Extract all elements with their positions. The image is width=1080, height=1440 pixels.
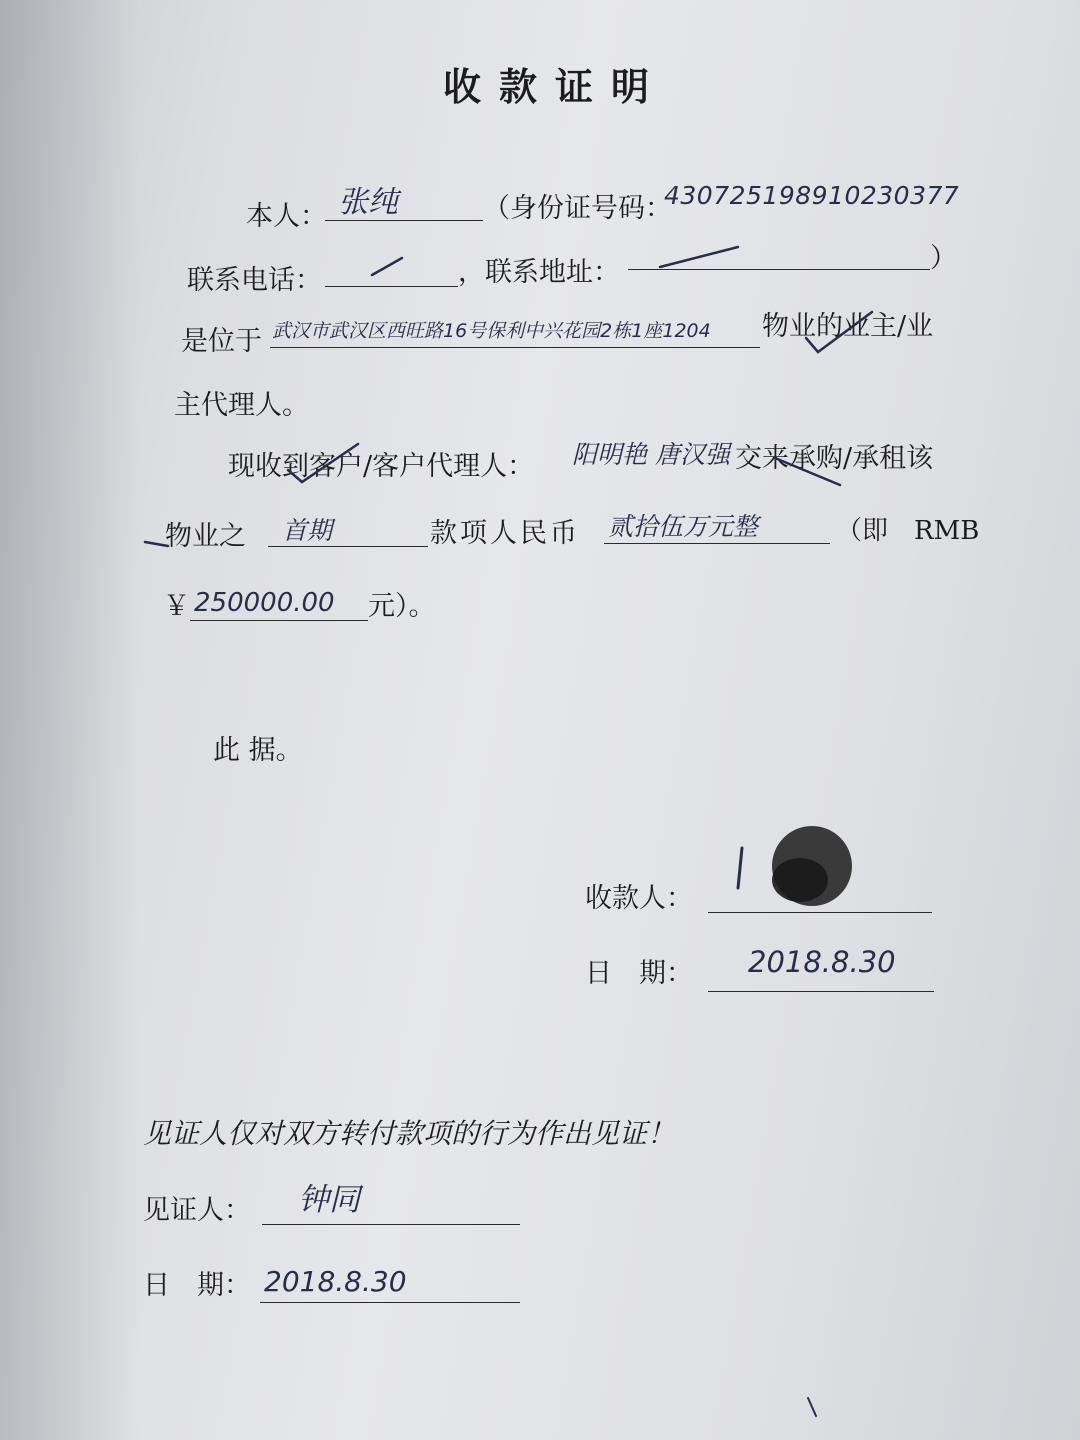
handwritten-payee-date: 2018.8.30 bbox=[748, 945, 896, 979]
purchase-rent-label: 交来承购/承租该 bbox=[735, 443, 934, 474]
stray-pen-mark bbox=[808, 1398, 816, 1416]
located-at-label: 是位于 bbox=[181, 326, 262, 357]
handwritten-payment-type: 首期 bbox=[282, 516, 333, 545]
handwritten-payer: 阳明艳 唐汉强 bbox=[572, 440, 730, 469]
received-from-label: 现收到客户/客户代理人： bbox=[228, 451, 535, 482]
signature-stroke bbox=[738, 848, 742, 888]
self-label: 本人： bbox=[246, 201, 327, 232]
witness-note: 见证人仅对双方转付款项的行为作出见证！ bbox=[143, 1117, 676, 1150]
owner-checkmark bbox=[806, 312, 872, 352]
handwritten-id-number: 430725198910230377 bbox=[664, 181, 960, 210]
address-close-paren: ） bbox=[930, 243, 957, 274]
handwritten-witness-date: 2018.8.30 bbox=[264, 1265, 407, 1298]
purchase-strike bbox=[775, 458, 840, 485]
customer-checkmark bbox=[288, 444, 358, 482]
document-title: 收款证明 bbox=[443, 64, 668, 109]
address-blank-dash bbox=[660, 247, 738, 267]
handwritten-amount: 250000.00 bbox=[194, 588, 335, 618]
owner-label: 物业的业主/业 bbox=[762, 311, 934, 342]
payee-date-label: 日 期： bbox=[585, 958, 693, 989]
handwritten-amount-words: 贰拾伍万元整 bbox=[608, 512, 759, 541]
rmb-amount-label: 款项人民币 bbox=[430, 518, 580, 549]
rmb-label: （即 RMB bbox=[836, 516, 980, 546]
id-label: （身份证号码： bbox=[483, 193, 672, 224]
address-label: ，联系地址： bbox=[458, 257, 620, 288]
property-of-label: 物业之 bbox=[165, 521, 246, 552]
phone-label: 联系电话： bbox=[187, 265, 322, 296]
yuan-symbol: ￥ bbox=[163, 591, 190, 622]
handwritten-witness-name: 钟同 bbox=[298, 1182, 360, 1218]
property-leading-dash bbox=[145, 542, 168, 546]
handwritten-property-address: 武汉市武汉区西旺路16号保利中兴花园2栋1座1204 bbox=[272, 320, 711, 342]
yuan-close-label: 元）。 bbox=[368, 591, 436, 622]
witness-label: 见证人： bbox=[143, 1195, 251, 1226]
handwritten-name: 张纯 bbox=[338, 185, 398, 220]
phone-blank-dash bbox=[372, 258, 402, 275]
agent-label: 主代理人。 bbox=[174, 390, 309, 421]
payee-label: 收款人： bbox=[585, 883, 693, 914]
closing-text: 此 据。 bbox=[213, 735, 303, 766]
witness-date-label: 日 期： bbox=[143, 1270, 251, 1301]
redacted-signature-blot-core bbox=[772, 858, 828, 902]
